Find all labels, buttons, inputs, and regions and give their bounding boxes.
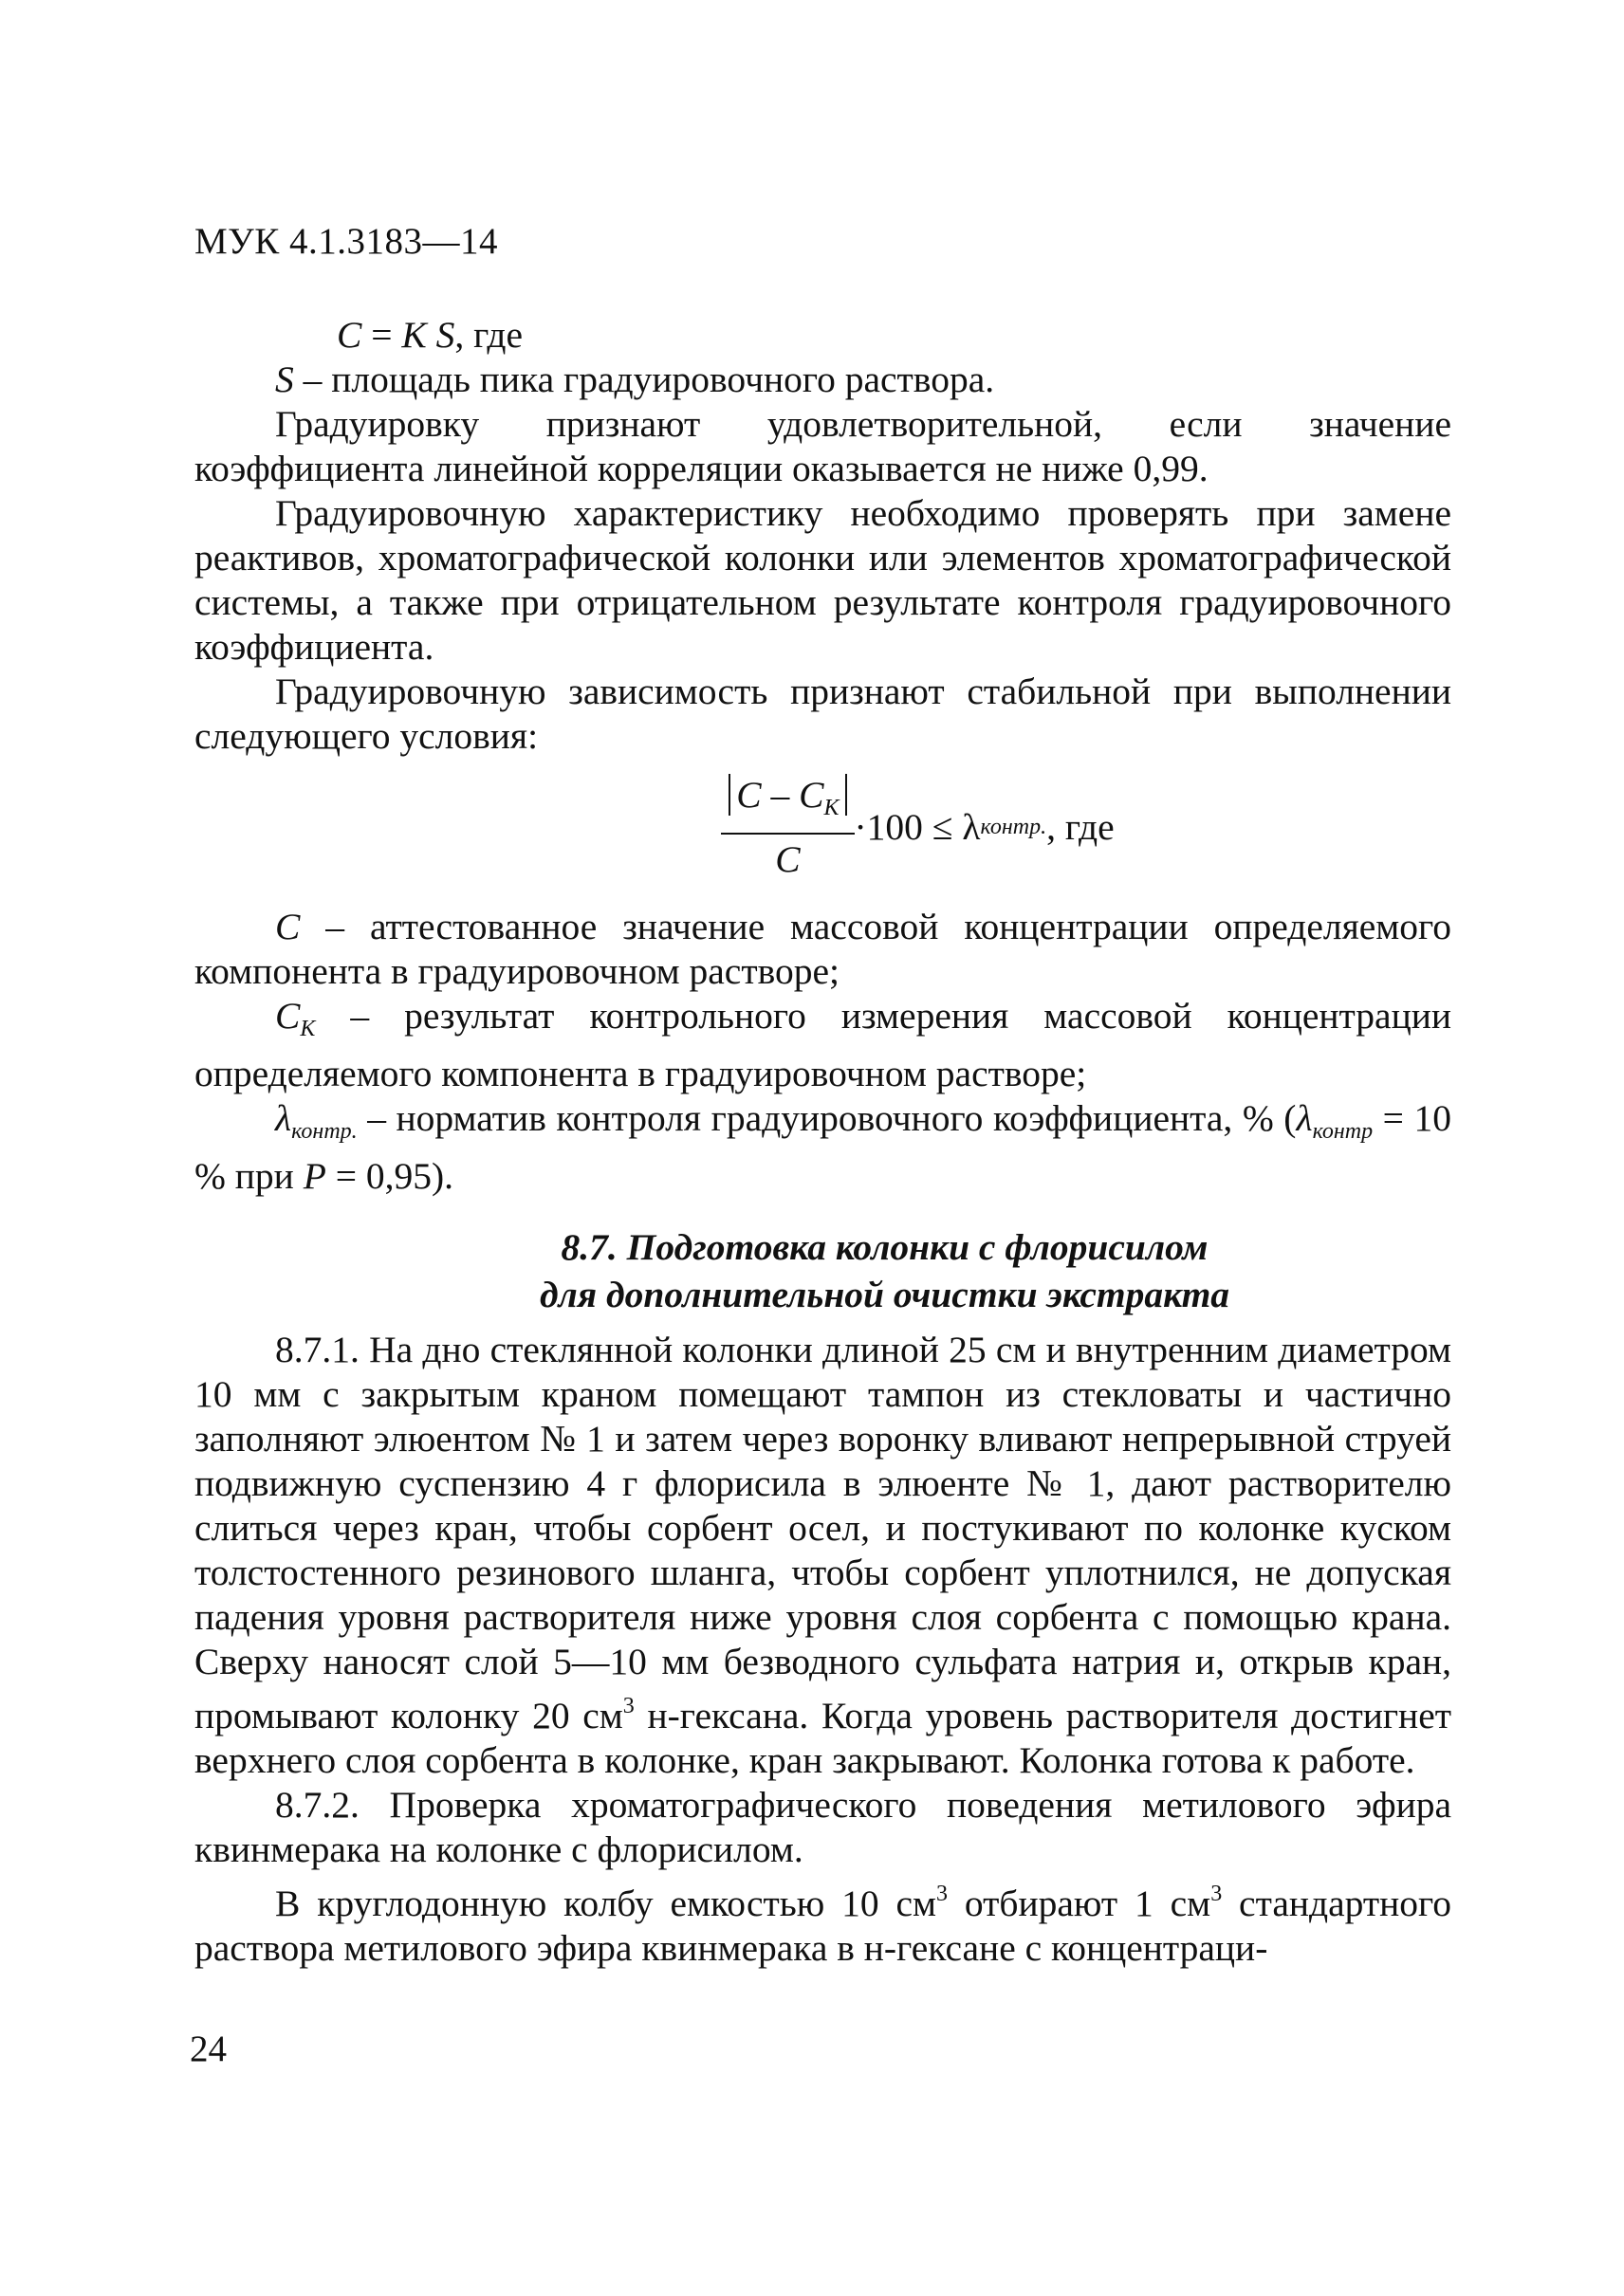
document-header: МУК 4.1.3183—14	[194, 221, 499, 262]
paragraph-flask: В круглодонную колбу емкостью 10 $см^3$ отбирают 1 $см^3$ стандартного раствора метилового эфира квинмерака в н-гексане с концентраци-	[194, 1882, 1451, 1969]
definition-s: S – площадь пика градуировочного раствора.	[275, 358, 995, 400]
definition-ck: $C_K$ – результат контрольного измерения массовой концентрации определяемого компонента в градуировочном растворе;	[194, 995, 1451, 1094]
formula-fraction: $\frac{C - C_K}{C}$	[721, 770, 854, 884]
section-heading: 8.7. Подготовка колонки с флорисилом для дополнительной очистки экстракта	[539, 1226, 1230, 1315]
definition-c: C – аттестованное значение массовой концентрации определяемого компонента в градуировочном растворе;	[194, 906, 1451, 992]
definition-lambda: $\lambda_{контр.}$ – норматив контроля градуировочного коэффициента, % ($\lambda_{контр} = 10$ % при P = 0,95).	[194, 1097, 1451, 1197]
paragraph-8-7-1: 8.7.1. На дно стеклянной колонки длиной 25 см и внутренним диаметром 10 мм с закрытым краном помещают тампон из стекловаты и частично заполняют элюентом № 1 и затем через воронку вливают непрерывной струей подвижную суспензию 4 г флорисила в элюенте № 1, дают растворителю слиться через кран, чтобы сорбент осел, и постукивают по колонке куском толстостенного резинового шланга, чтобы сорбент уплотнился, не допуская падения уровня растворителя ниже уровня слоя сорбента с помощью крана. Сверху наносят слой 5—10 мм безводного сульфата натрия и, открыв кран, промывают колонку 20 $см^3$ н-гексана. Когда уровень растворителя достигнет верхнего слоя сорбента в колонке, кран закрывают. Колонка готова к работе.	[194, 1329, 1451, 1781]
paragraph-stability-condition: Градуировочную зависимость признают стабильной при выполнении следующего условия:	[194, 670, 1451, 757]
page-number: 24	[190, 2029, 227, 2069]
formula-stability: $\frac{C - C_K}{C}$ ·100 ≤ λ контр. , где	[194, 770, 1451, 884]
paragraph-calibration-acceptance: Градуировку признают удовлетворительной, если значение коэффициента линейной корреляции оказывается не ниже 0,99.	[194, 403, 1451, 489]
formula-c-ks: C = K S, где	[337, 314, 523, 356]
paragraph-calibration-check: Градуировочную характеристику необходимо проверять при замене реактивов, хроматографической колонки или элементов хроматографической системы, а также при отрицательном результате контроля градуировочного коэффициента.	[194, 492, 1451, 668]
page-content	[194, 313, 1451, 1971]
paragraph-8-7-2: 8.7.2. Проверка хроматографического поведения метилового эфира квинмерака на колонке с флорисилом.	[194, 1784, 1451, 1870]
definitions-list	[194, 905, 1451, 1199]
